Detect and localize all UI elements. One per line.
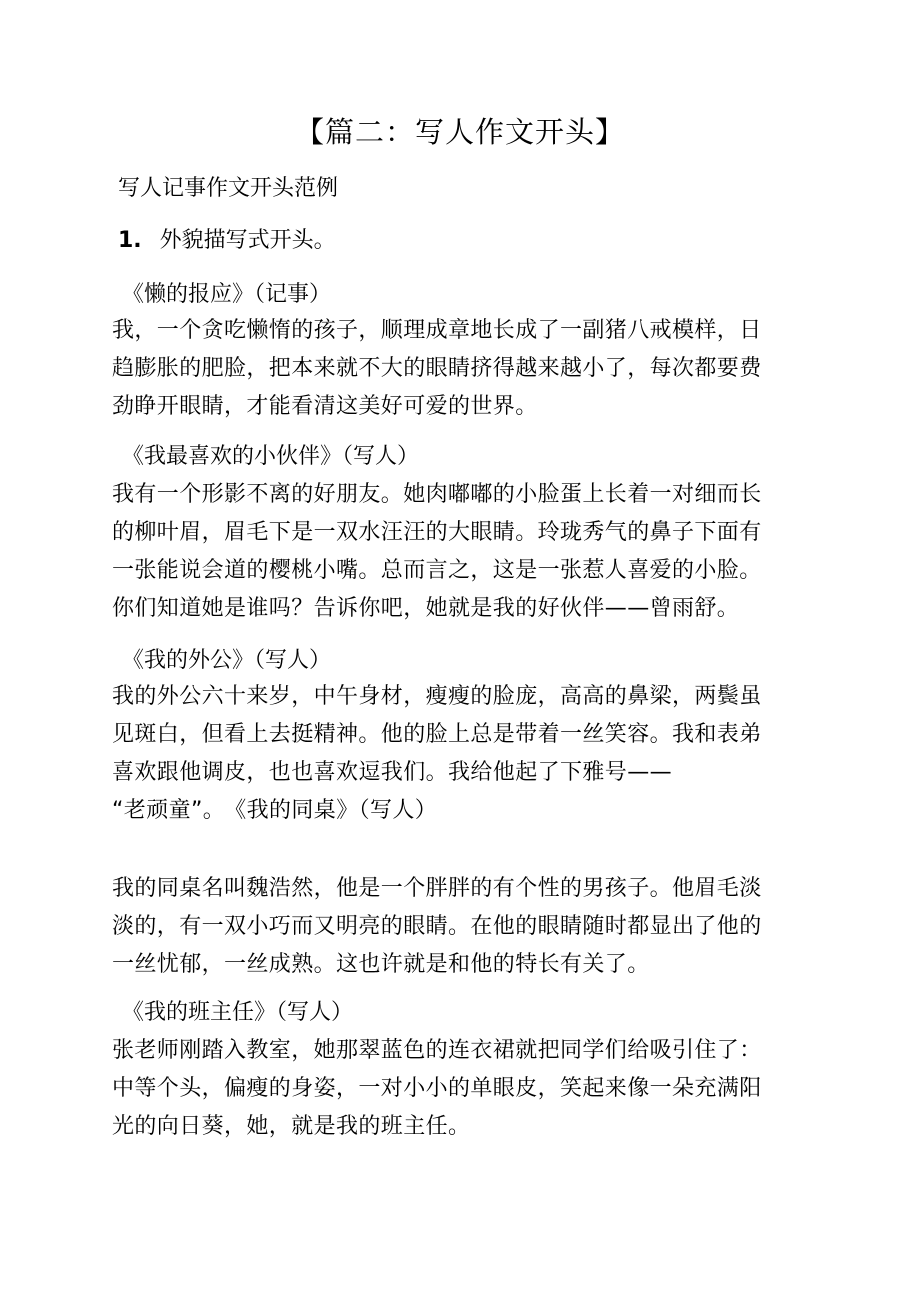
- paragraph-line: 趋膨胀的肥脸，把本来就不大的眼睛挤得越来越小了，每次都要费: [112, 356, 762, 381]
- entry-paragraph-teacher: [112, 1032, 802, 1146]
- entry-heading-grandpa: 《我的外公》（写人）: [122, 648, 332, 673]
- document-subtitle: 写人记事作文开头范例: [118, 176, 339, 201]
- paragraph-line: 我，一个贪吃懒惰的孩子，顺理成章地长成了一副猪八戒模样，日: [112, 318, 762, 343]
- paragraph-line: 我的同桌名叫魏浩然，他是一个胖胖的有个性的男孩子。他眉毛淡: [112, 876, 762, 901]
- paragraph-line: 一张能说会道的樱桃小嘴。总而言之，这是一张惹人喜爱的小脸。: [112, 558, 762, 583]
- paragraph-line: 一丝忧郁，一丝成熟。这也许就是和他的特长有关了。: [112, 952, 650, 977]
- paragraph-line: 光的向日葵，她，就是我的班主任。: [112, 1114, 471, 1139]
- entry-paragraph-deskmate: [112, 870, 802, 984]
- paragraph-line: 张老师刚踏入教室，她那翠蓝色的连衣裙就把同学们给吸引住了：: [112, 1038, 762, 1063]
- document-title: 【篇二：写人作文开头】: [294, 115, 625, 149]
- paragraph-line: 淡的，有一双小巧而又明亮的眼睛。在他的眼睛随时都显出了他的: [112, 914, 762, 939]
- section-label: 外貌描写式开头。: [159, 228, 336, 253]
- entry-paragraph-friend: [112, 476, 802, 628]
- paragraph-line: 中等个头，偏瘦的身姿，一对小小的单眼皮，笑起来像一朵充满阳: [112, 1076, 762, 1101]
- entry-paragraph-grandpa: [112, 678, 802, 830]
- paragraph-line-end: “老顽童”。: [112, 798, 226, 823]
- paragraph-line: 见斑白，但看上去挺精神。他的脸上总是带着一丝笑容。我和表弟: [112, 722, 762, 747]
- entry-heading-teacher: 《我的班主任》（写人）: [122, 1000, 354, 1025]
- paragraph-line: 喜欢跟他调皮，也也喜欢逗我们。我给他起了下雅号——: [112, 760, 673, 785]
- section-heading: [118, 226, 336, 256]
- paragraph-line: 劲睁开眼睛，才能看清这美好可爱的世界。: [112, 394, 538, 419]
- paragraph-line: 的柳叶眉，眉毛下是一双水汪汪的大眼睛。玲珑秀气的鼻子下面有: [112, 520, 762, 545]
- paragraph-line: [112, 792, 802, 830]
- entry-heading-lazy: 《懒的报应》（记事）: [122, 282, 332, 307]
- entry-paragraph-lazy: [112, 312, 802, 426]
- paragraph-line: 我有一个形影不离的好朋友。她肉嘟嘟的小脸蛋上长着一对细而长: [112, 482, 762, 507]
- entry-heading-friend: 《我最喜欢的小伙伴》（写人）: [122, 444, 420, 469]
- section-number: 1.: [118, 228, 142, 253]
- paragraph-line: 你们知道她是谁吗？告诉你吧，她就是我的好伙伴——曾雨舒。: [112, 596, 740, 621]
- paragraph-line: 我的外公六十来岁，中午身材，瘦瘦的脸庞，高高的鼻梁，两鬓虽: [112, 684, 762, 709]
- entry-heading-deskmate: 《我的同桌》（写人）: [235, 798, 438, 823]
